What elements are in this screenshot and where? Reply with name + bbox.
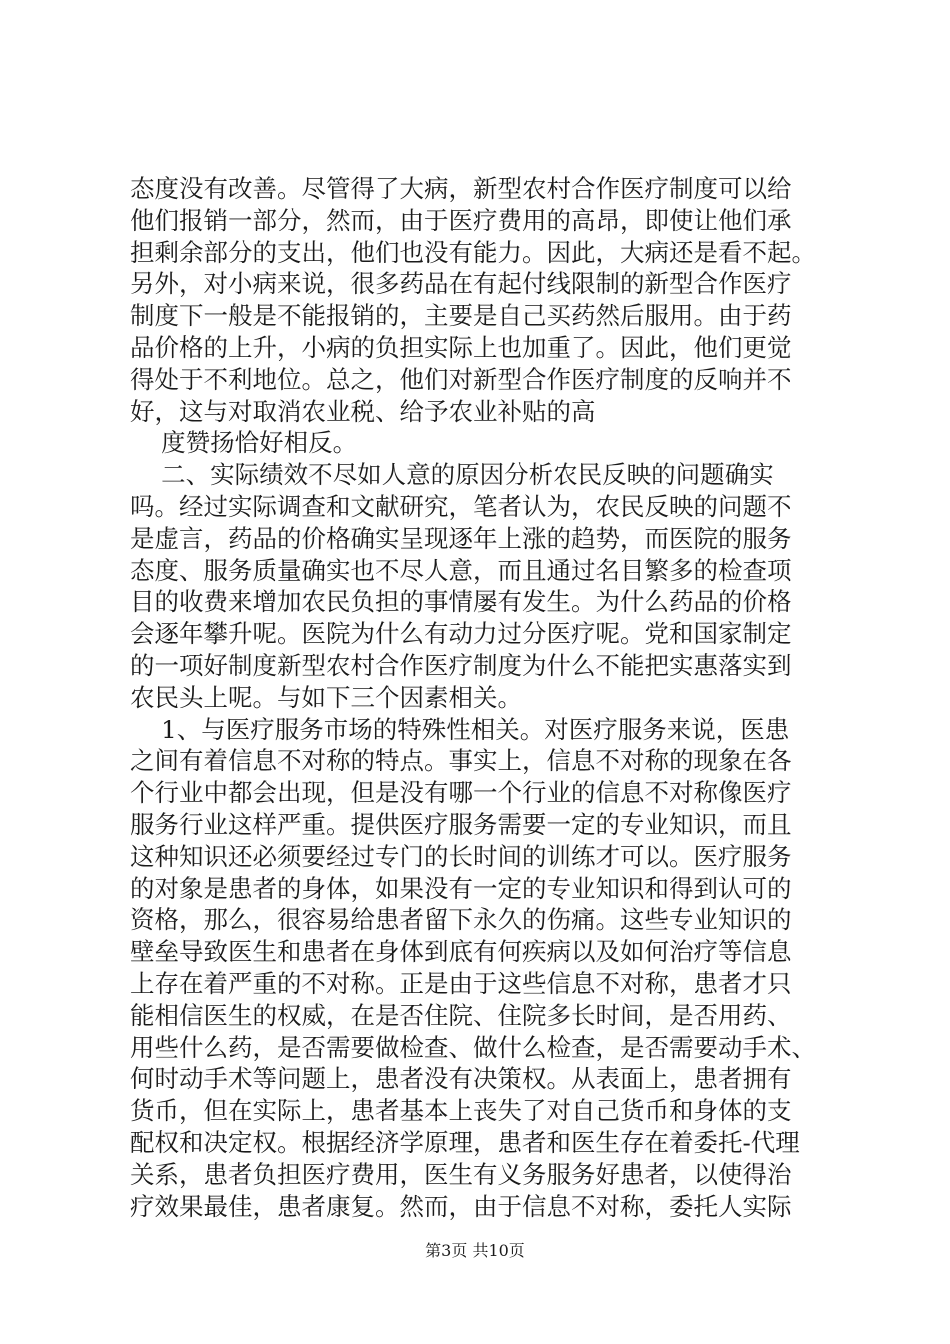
text-line: 他们报销一部分，然而，由于医疗费用的高昂，即使让他们承	[130, 205, 792, 235]
body-text	[130, 173, 830, 1222]
text-line: 上存在着严重的不对称。正是由于这些信息不对称，患者才只	[130, 968, 792, 998]
text-line: 货币，但在实际上，患者基本上丧失了对自己货币和身体的支	[130, 1096, 792, 1126]
text-line: 壁垒导致医生和患者在身体到底有何疾病以及如何治疗等信息	[130, 937, 792, 967]
text-line: 态度没有改善。尽管得了大病，新型农村合作医疗制度可以给	[130, 174, 792, 203]
text-line: 用些什么药，是否需要做检查、做什么检查，是否需要动手术、	[130, 1032, 816, 1062]
text-line: 会逐年攀升呢。医院为什么有动力过分医疗呢。党和国家制定	[130, 619, 792, 649]
text-line: 另外，对小病来说，很多药品在有起付线限制的新型合作医疗	[130, 269, 792, 299]
text-line: 的对象是患者的身体，如果没有一定的专业知识和得到认可的	[130, 873, 792, 903]
text-line: 度赞扬恰好相反。	[130, 428, 358, 458]
text-line: 资格，那么，很容易给患者留下永久的伤痛。这些专业知识的	[130, 905, 792, 935]
text-line: 这种知识还必须要经过专门的长时间的训练才可以。医疗服务	[130, 841, 792, 871]
text-line: 能相信医生的权威，在是否住院、住院多长时间，是否用药、	[130, 1000, 792, 1030]
text-line: 吗。经过实际调查和文献研究，笔者认为，农民反映的问题不	[130, 491, 792, 521]
text-line: 是虚言，药品的价格确实呈现逐年上涨的趋势，而医院的服务	[130, 523, 792, 553]
text-line: 关系，患者负担医疗费用，医生有义务服务好患者，以使得治	[130, 1159, 792, 1189]
text-line: 制度下一般是不能报销的，主要是自己买药然后服用。由于药	[130, 301, 792, 331]
text-line: 的一项好制度新型农村合作医疗制度为什么不能把实惠落实到	[130, 650, 792, 680]
page-footer: 第3页 共10页	[425, 1241, 525, 1260]
text-line: 1、与医疗服务市场的特殊性相关。对医疗服务来说，医患	[130, 714, 790, 744]
text-line: 得处于不利地位。总之，他们对新型合作医疗制度的反响并不	[130, 364, 792, 394]
text-line: 个行业中都会出现，但是没有哪一个行业的信息不对称像医疗	[130, 778, 792, 808]
text-line: 配权和决定权。根据经济学原理，患者和医生存在着委托-代理	[130, 1127, 800, 1157]
text-line: 何时动手术等问题上，患者没有决策权。从表面上，患者拥有	[130, 1064, 792, 1094]
text-line: 态度、服务质量确实也不尽人意，而且通过名目繁多的检查项	[130, 555, 792, 585]
text-line: 好，这与对取消农业税、给予农业补贴的高	[130, 396, 596, 426]
text-line: 之间有着信息不对称的特点。事实上，信息不对称的现象在各	[130, 746, 792, 776]
text-line: 目的收费来增加农民负担的事情屡有发生。为什么药品的价格	[130, 587, 792, 617]
text-line: 疗效果最佳，患者康复。然而，由于信息不对称，委托人实际	[130, 1191, 792, 1221]
text-line: 农民头上呢。与如下三个因素相关。	[130, 682, 522, 712]
text-line: 品价格的上升，小病的负担实际上也加重了。因此，他们更觉	[130, 332, 792, 362]
text-line: 担剩余部分的支出，他们也没有能力。因此，大病还是看不起。	[130, 237, 816, 267]
text-line: 服务行业这样严重。提供医疗服务需要一定的专业知识，而且	[130, 809, 792, 839]
text-line: 二、实际绩效不尽如人意的原因分析农民反映的问题确实	[130, 460, 774, 490]
